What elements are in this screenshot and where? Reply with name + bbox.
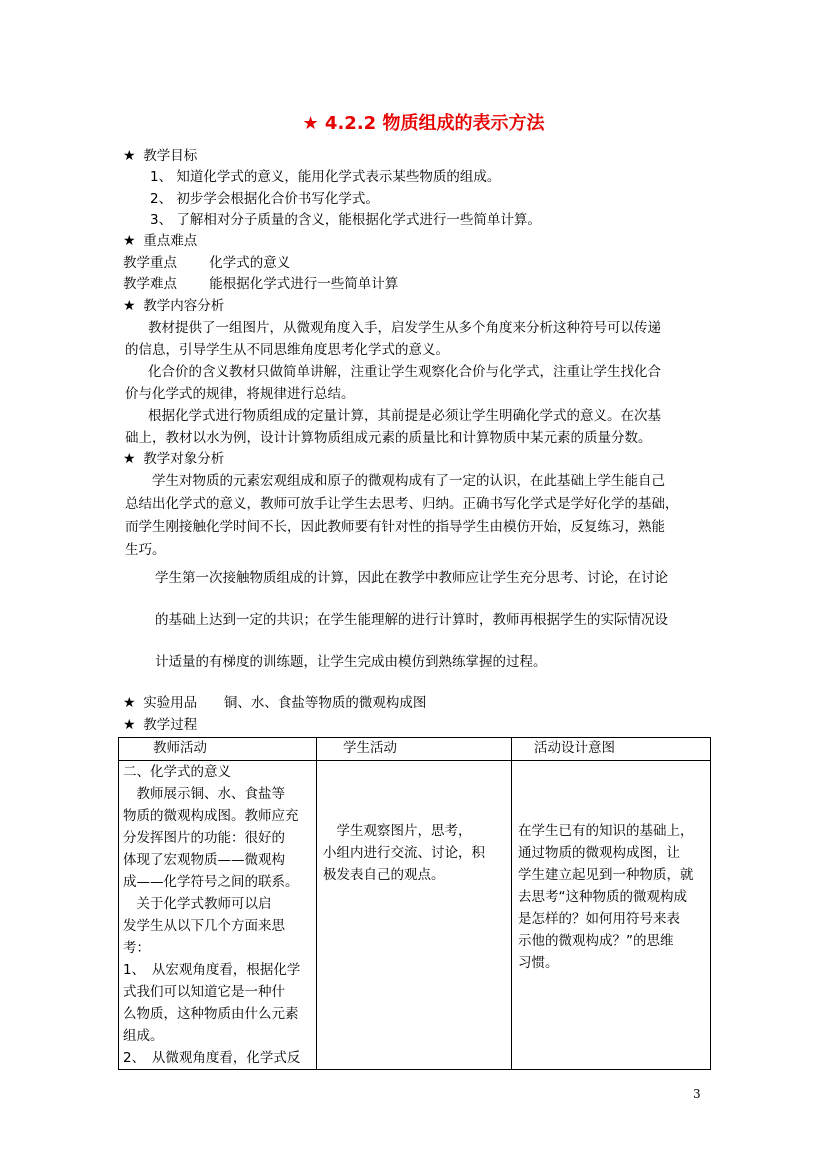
paragraph-line: 教材提供了一组图片，从微观角度入手，启发学生从多个角度来分析这种符号可以传递 [148, 320, 661, 336]
objective-item: 2、 初步学会根据化合价书写化学式。 [150, 191, 379, 207]
cell-line: 学生建立起见到一种物质，就 [518, 867, 694, 883]
section-heading: 重点难点 [143, 233, 198, 249]
difficulty-row [123, 274, 398, 294]
cell-line: 物质的微观构成图。教师应充 [123, 808, 299, 824]
page-number: 3 [693, 1087, 701, 1101]
header-intent: 活动设计意图 [534, 740, 615, 756]
section-process [123, 715, 197, 735]
cell-line: 是怎样的？如何用符号来表 [518, 911, 680, 927]
cell-line: 去思考“这种物质的微观构成 [518, 889, 687, 905]
star-icon: ★ [123, 233, 136, 249]
cell-line: 2、 从微观角度看，化学式反 [123, 1050, 301, 1066]
paragraph-line: 础上，教材以水为例，设计计算物质组成元素的质量比和计算物质中某元素的质量分数。 [125, 430, 652, 446]
paragraph-line: 学生对物质的元素宏观组成和原子的微观构成有了一定的认识，在此基础上学生能自己 [152, 473, 665, 489]
focus-row [123, 253, 290, 273]
paragraph-line: 生巧。 [125, 542, 166, 558]
cell-line: 示他的微观构成？”的思维 [518, 933, 674, 949]
objective-item: 1、 知道化学式的意义，能用化学式表示某些物质的组成。 [150, 169, 501, 185]
difficulty-label: 教学难点 [123, 276, 177, 292]
cell-line: 体现了宏观物质——微观构 [123, 852, 285, 868]
teacher-activity-cell [119, 761, 317, 1070]
paragraph-line: 计适量的有梯度的训练题，让学生完成由模仿到熟练掌握的过程。 [155, 654, 547, 670]
process-table [118, 737, 711, 1070]
table-row [119, 761, 711, 1070]
star-icon: ★ [123, 451, 136, 467]
section-heading: 教学目标 [143, 148, 198, 164]
cell-line: 通过物质的微观构成图，让 [518, 845, 680, 861]
materials-text: 铜、水、食盐等物质的微观构成图 [223, 695, 427, 711]
header-teacher: 教师活动 [153, 740, 207, 756]
table-header-cell [317, 738, 512, 761]
paragraph-line: 根据化学式进行物质组成的定量计算，其前提是必须让学生明确化学式的意义。在次基 [148, 408, 661, 424]
difficulty-text: 能根据化学式进行一些简单计算 [209, 276, 399, 292]
section-student-analysis [123, 449, 224, 469]
paragraph-line: 的基础上达到一定的共识；在学生能理解的进行计算时，教师再根据学生的实际情况设 [155, 612, 668, 628]
cell-line: 关于化学式教师可以启 [123, 896, 272, 912]
section-heading: 教学对象分析 [143, 451, 225, 467]
table-header-cell [119, 738, 317, 761]
focus-label: 教学重点 [123, 255, 177, 271]
objective-item: 3、 了解相对分子质量的含义，能根据化学式进行一些简单计算。 [150, 212, 541, 228]
header-student: 学生活动 [343, 740, 397, 756]
paragraph-line: 的信息，引导学生从不同思维角度思考化学式的意义。 [125, 342, 449, 358]
table-header-cell [512, 738, 711, 761]
paragraph-line: 总结出化学式的意义，教师可放手让学生去思考、归纳。正确书写化学式是学好化学的基础， [125, 496, 679, 512]
star-icon: ★ [123, 695, 136, 711]
cell-line: 学生观察图片，思考， [323, 823, 472, 839]
paragraph-line: 价与化学式的规律，将规律进行总结。 [125, 386, 355, 402]
cell-line: 习惯。 [518, 955, 559, 971]
cell-line: 成——化学符号之间的联系。 [123, 874, 299, 890]
cell-line: 组成。 [123, 1028, 164, 1044]
cell-line: 在学生已有的知识的基础上， [518, 823, 694, 839]
star-icon: ★ [123, 148, 136, 164]
star-icon: ★ [123, 717, 136, 733]
cell-line: 教师展示铜、水、食盐等 [123, 786, 285, 802]
student-activity-cell [317, 761, 512, 1070]
section-materials [123, 693, 426, 713]
cell-line: 1、 从宏观角度看，根据化学 [123, 962, 301, 978]
cell-line: 极发表自己的观点。 [323, 867, 445, 883]
paragraph-line: 学生第一次接触物质组成的计算，因此在教学中教师应让学生充分思考、讨论，在讨论 [155, 570, 668, 586]
cell-line: 式我们可以知道它是一种什 [123, 984, 285, 1000]
cell-line: 考： [123, 940, 150, 956]
cell-line: 小组内进行交流、讨论，积 [323, 845, 485, 861]
focus-text: 化学式的意义 [209, 255, 291, 271]
document-title: ★ 4.2.2 物质组成的表示方法 [302, 113, 545, 134]
section-objectives [123, 146, 197, 166]
cell-line: 分发挥图片的功能：很好的 [123, 830, 285, 846]
section-key-points [123, 231, 197, 251]
cell-line: 二、化学式的意义 [123, 764, 231, 780]
section-heading: 教学过程 [143, 717, 198, 733]
table-header-row [119, 738, 711, 761]
design-intent-cell [512, 761, 711, 1070]
paragraph-line: 而学生刚接触化学时间不长，因此教师要有针对性的指导学生由模仿开始，反复练习，熟能 [125, 519, 665, 535]
star-icon: ★ [123, 298, 136, 314]
cell-line: 么物质，这种物质由什么元素 [123, 1006, 299, 1022]
cell-line: 发学生从以下几个方面来思 [123, 918, 285, 934]
paragraph-line: 化合价的含义教材只做简单讲解，注重让学生观察化合价与化学式，注重让学生找化合 [148, 364, 661, 380]
section-content-analysis [123, 296, 224, 316]
section-heading: 教学内容分析 [143, 298, 225, 314]
section-heading: 实验用品 [143, 695, 198, 711]
